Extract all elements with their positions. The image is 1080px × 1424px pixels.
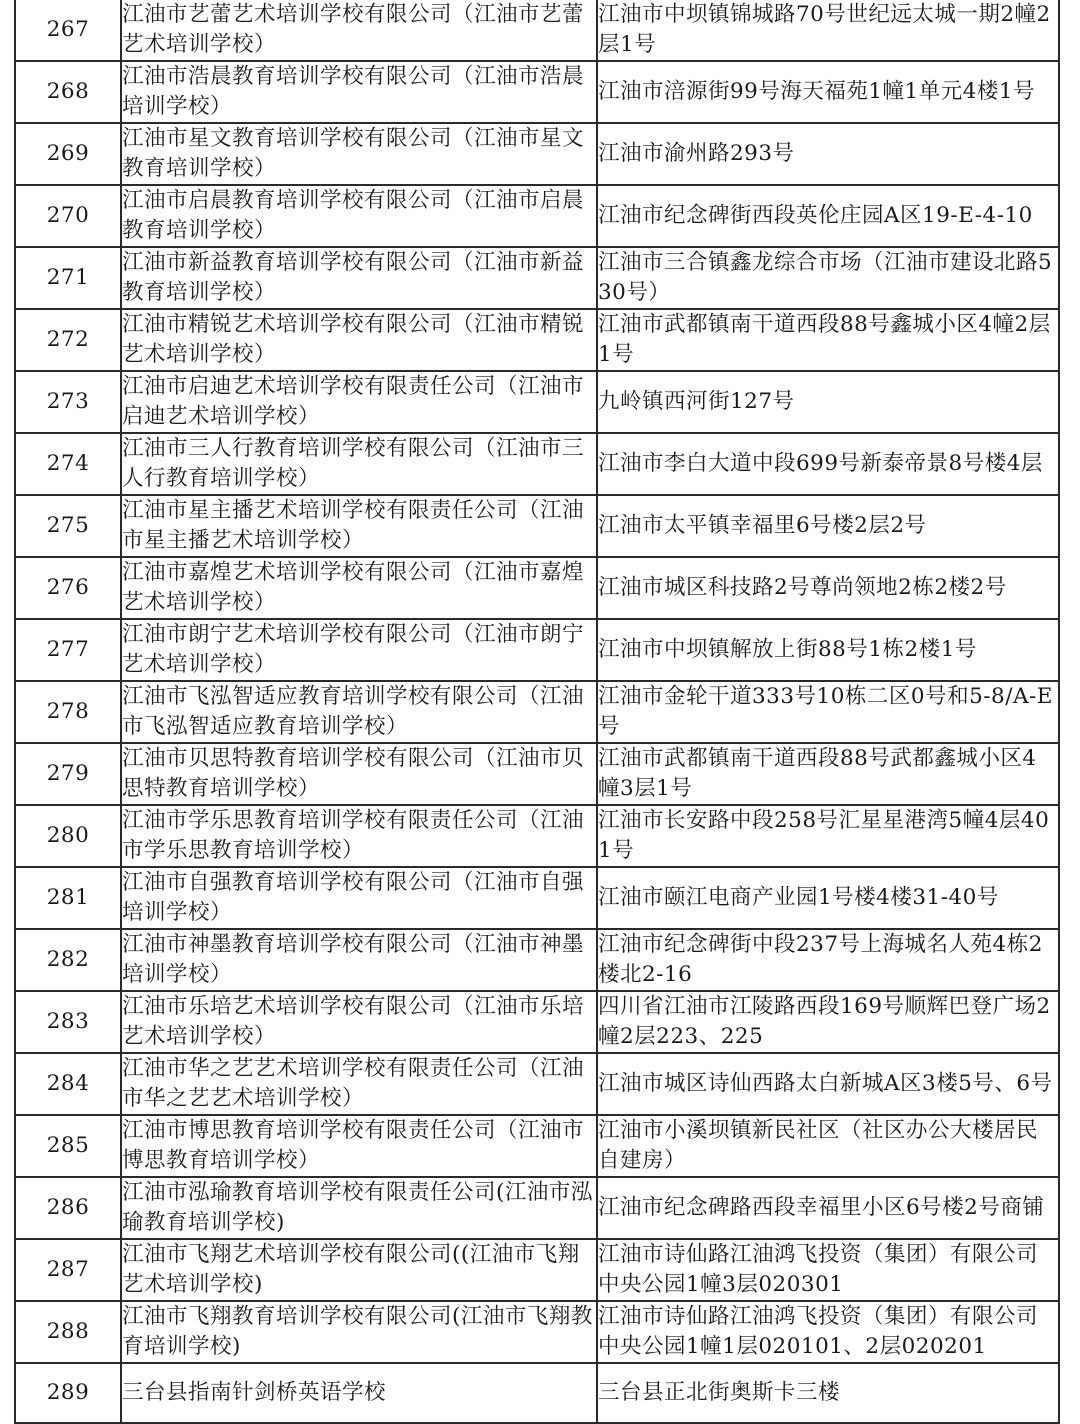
table-row (15, 1115, 1059, 1177)
table-row (15, 805, 1059, 867)
school-name-cell (121, 1363, 597, 1423)
school-address-cell (597, 1363, 1059, 1423)
row-number: 272 (46, 327, 90, 352)
school-address: 江油市武都镇南干道西段88号武都鑫城小区4幢3层1号 (598, 746, 1037, 801)
school-name: 江油市学乐思教育培训学校有限责任公司（江油市学乐思教育培训学校） (122, 808, 585, 863)
row-number-cell (15, 867, 121, 929)
school-address: 江油市金轮干道333号10栋二区0号和5-8/A-E号 (598, 684, 1053, 739)
school-name-cell (121, 1053, 597, 1115)
school-address: 江油市诗仙路江油鸿飞投资（集团）有限公司中央公园1幢1层020101、2层020201 (598, 1304, 1039, 1359)
row-number: 285 (46, 1133, 90, 1158)
row-number-cell (15, 0, 121, 61)
row-number-cell (15, 1301, 121, 1363)
row-number: 283 (46, 1009, 90, 1034)
school-name: 江油市艺蕾艺术培训学校有限公司（江油市艺蕾艺术培训学校） (122, 2, 585, 57)
row-number-cell (15, 61, 121, 123)
row-number: 278 (46, 699, 90, 724)
school-address-cell (597, 1115, 1059, 1177)
row-number-cell (15, 247, 121, 309)
school-name: 江油市浩晨教育培训学校有限公司（江油市浩晨培训学校） (122, 64, 585, 119)
row-number: 267 (46, 17, 90, 42)
school-name-cell (121, 743, 597, 805)
school-address-cell (597, 247, 1059, 309)
school-address-cell (597, 371, 1059, 433)
school-name: 江油市精锐艺术培训学校有限公司（江油市精锐艺术培训学校） (122, 312, 585, 367)
row-number: 281 (46, 885, 90, 910)
school-name: 江油市自强教育培训学校有限公司（江油市自强培训学校） (122, 870, 585, 925)
row-number-cell (15, 1053, 121, 1115)
school-address: 四川省江油市江陵路西段169号顺辉巴登广场2幢2层223、225 (598, 994, 1051, 1049)
school-address-cell (597, 805, 1059, 867)
school-address: 江油市武都镇南干道西段88号鑫城小区4幢2层1号 (598, 312, 1051, 367)
school-address-cell (597, 309, 1059, 371)
school-address-cell (597, 743, 1059, 805)
school-name: 江油市星文教育培训学校有限公司（江油市星文教育培训学校） (122, 126, 585, 181)
row-number-cell (15, 433, 121, 495)
row-number-cell (15, 495, 121, 557)
school-address: 江油市三合镇鑫龙综合市场（江油市建设北路530号） (598, 250, 1053, 305)
school-address-cell (597, 557, 1059, 619)
school-name-cell (121, 185, 597, 247)
school-address: 江油市小溪坝镇新民社区（社区办公大楼居民自建房） (598, 1118, 1039, 1173)
school-address-cell (597, 495, 1059, 557)
school-name-cell (121, 1301, 597, 1363)
row-number-cell (15, 1239, 121, 1301)
school-name: 江油市贝思特教育培训学校有限公司（江油市贝思特教育培训学校） (122, 746, 585, 801)
school-name-cell (121, 557, 597, 619)
table-row (15, 61, 1059, 123)
school-address: 江油市纪念碑街西段英伦庄园A区19-E-4-10 (598, 203, 1033, 228)
school-address: 江油市中坝镇解放上街88号1栋2楼1号 (598, 637, 977, 662)
row-number: 277 (46, 637, 90, 662)
row-number: 287 (46, 1257, 90, 1282)
school-name: 三台县指南针剑桥英语学校 (122, 1379, 387, 1405)
row-number-cell (15, 1115, 121, 1177)
row-number-cell (15, 743, 121, 805)
school-name: 江油市华之艺艺术培训学校有限责任公司（江油市华之艺艺术培训学校） (122, 1056, 585, 1111)
school-name-cell (121, 929, 597, 991)
school-name-cell (121, 619, 597, 681)
school-address-cell (597, 619, 1059, 681)
row-number-cell (15, 309, 121, 371)
school-address-cell (597, 433, 1059, 495)
school-name: 江油市朗宁艺术培训学校有限公司（江油市朗宁艺术培训学校） (122, 622, 585, 677)
row-number: 269 (46, 141, 90, 166)
table-body (15, 0, 1059, 1423)
school-name: 江油市神墨教育培训学校有限公司（江油市神墨培训学校） (122, 932, 585, 987)
school-name: 江油市飞翔艺术培训学校有限公司((江油市飞翔艺术培训学校) (122, 1242, 580, 1297)
school-name: 江油市嘉煌艺术培训学校有限公司（江油市嘉煌艺术培训学校） (122, 560, 585, 615)
school-address: 江油市太平镇幸福里6号楼2层2号 (598, 513, 927, 538)
row-number: 286 (46, 1195, 90, 1220)
school-name: 江油市新益教育培训学校有限公司（江油市新益教育培训学校） (122, 250, 585, 305)
row-number: 289 (46, 1379, 90, 1405)
school-address-cell (597, 929, 1059, 991)
row-number-cell (15, 805, 121, 867)
row-number-cell (15, 991, 121, 1053)
school-name-cell (121, 681, 597, 743)
table-row (15, 247, 1059, 309)
row-number-cell (15, 371, 121, 433)
school-name-cell (121, 805, 597, 867)
table-row (15, 929, 1059, 991)
school-address-cell (597, 1053, 1059, 1115)
row-number: 284 (46, 1071, 90, 1096)
row-number: 275 (46, 513, 90, 538)
school-address: 三台县正北街奥斯卡三楼 (598, 1379, 841, 1405)
school-address-cell (597, 1177, 1059, 1239)
school-address-cell (597, 0, 1059, 61)
table-row (15, 495, 1059, 557)
school-name-cell (121, 371, 597, 433)
table-row (15, 123, 1059, 185)
table-row (15, 1239, 1059, 1301)
school-name-cell (121, 123, 597, 185)
school-address: 江油市中坝镇锦城路70号世纪远太城一期2幢2层1号 (598, 2, 1051, 57)
row-number: 270 (46, 203, 90, 228)
school-name-cell (121, 867, 597, 929)
table-row (15, 371, 1059, 433)
school-name-cell (121, 0, 597, 61)
row-number-cell (15, 1363, 121, 1423)
school-name: 江油市三人行教育培训学校有限公司（江油市三人行教育培训学校） (122, 436, 585, 491)
school-list-sheet (14, 0, 1060, 1424)
school-name-cell (121, 433, 597, 495)
table-row (15, 743, 1059, 805)
school-address: 江油市城区诗仙西路太白新城A区3楼5号、6号 (598, 1071, 1053, 1096)
school-address: 江油市涪源街99号海天福苑1幢1单元4楼1号 (598, 79, 1036, 104)
school-name-cell (121, 1177, 597, 1239)
school-name-cell (121, 1115, 597, 1177)
row-number: 282 (46, 947, 90, 972)
school-address-cell (597, 1301, 1059, 1363)
table-row (15, 681, 1059, 743)
table-row (15, 557, 1059, 619)
row-number: 288 (46, 1319, 90, 1344)
table-row (15, 309, 1059, 371)
school-address: 江油市纪念碑路西段幸福里小区6号楼2号商铺 (598, 1195, 1045, 1220)
row-number: 271 (46, 265, 90, 290)
school-name: 江油市飞翔教育培训学校有限公司(江油市飞翔教育培训学校) (122, 1304, 593, 1359)
school-address-cell (597, 867, 1059, 929)
row-number-cell (15, 185, 121, 247)
school-name-cell (121, 495, 597, 557)
table-row (15, 991, 1059, 1053)
row-number-cell (15, 1177, 121, 1239)
school-address-cell (597, 681, 1059, 743)
school-name: 江油市启迪艺术培训学校有限责任公司（江油市启迪艺术培训学校） (122, 374, 585, 429)
table-row (15, 433, 1059, 495)
table-row (15, 0, 1059, 61)
school-list-table (14, 0, 1060, 1424)
school-name: 江油市星主播艺术培训学校有限责任公司（江油市星主播艺术培训学校） (122, 498, 585, 553)
school-name: 江油市启晨教育培训学校有限公司（江油市启晨教育培训学校） (122, 188, 585, 243)
row-number-cell (15, 929, 121, 991)
school-address: 江油市诗仙路江油鸿飞投资（集团）有限公司中央公园1幢3层020301 (598, 1242, 1039, 1297)
school-address-cell (597, 991, 1059, 1053)
school-address: 江油市颐江电商产业园1号楼4楼31-40号 (598, 885, 999, 910)
row-number: 279 (46, 761, 90, 786)
school-address-cell (597, 185, 1059, 247)
school-name: 江油市博思教育培训学校有限责任公司（江油市博思教育培训学校） (122, 1118, 585, 1173)
row-number-cell (15, 619, 121, 681)
row-number-cell (15, 681, 121, 743)
table-row (15, 867, 1059, 929)
school-name: 江油市乐培艺术培训学校有限公司（江油市乐培艺术培训学校） (122, 994, 585, 1049)
school-name-cell (121, 247, 597, 309)
row-number: 274 (46, 451, 90, 476)
school-address-cell (597, 61, 1059, 123)
school-name-cell (121, 1239, 597, 1301)
school-name: 江油市泓瑜教育培训学校有限责任公司(江油市泓瑜教育培训学校) (122, 1180, 593, 1235)
school-address: 九岭镇西河街127号 (598, 389, 795, 414)
school-name-cell (121, 991, 597, 1053)
school-address: 江油市李白大道中段699号新泰帝景8号楼4层 (598, 451, 1043, 476)
table-row (15, 1177, 1059, 1239)
row-number-cell (15, 557, 121, 619)
table-row (15, 185, 1059, 247)
row-number: 280 (46, 823, 90, 848)
school-name-cell (121, 309, 597, 371)
row-number: 276 (46, 575, 90, 600)
school-address: 江油市长安路中段258号汇星星港湾5幢4层401号 (598, 808, 1050, 863)
table-row (15, 1053, 1059, 1115)
table-row (15, 1301, 1059, 1363)
table-row (15, 619, 1059, 681)
school-address-cell (597, 123, 1059, 185)
school-address: 江油市渝州路293号 (598, 141, 795, 166)
school-name: 江油市飞泓智适应教育培训学校有限公司（江油市飞泓智适应教育培训学校） (122, 684, 585, 739)
school-address: 江油市城区科技路2号尊尚领地2栋2楼2号 (598, 575, 1007, 600)
row-number: 268 (46, 79, 90, 104)
row-number: 273 (46, 389, 90, 414)
school-name-cell (121, 61, 597, 123)
row-number-cell (15, 123, 121, 185)
school-address-cell (597, 1239, 1059, 1301)
school-address: 江油市纪念碑街中段237号上海城名人苑4栋2楼北2-16 (598, 932, 1043, 987)
table-row (15, 1363, 1059, 1423)
